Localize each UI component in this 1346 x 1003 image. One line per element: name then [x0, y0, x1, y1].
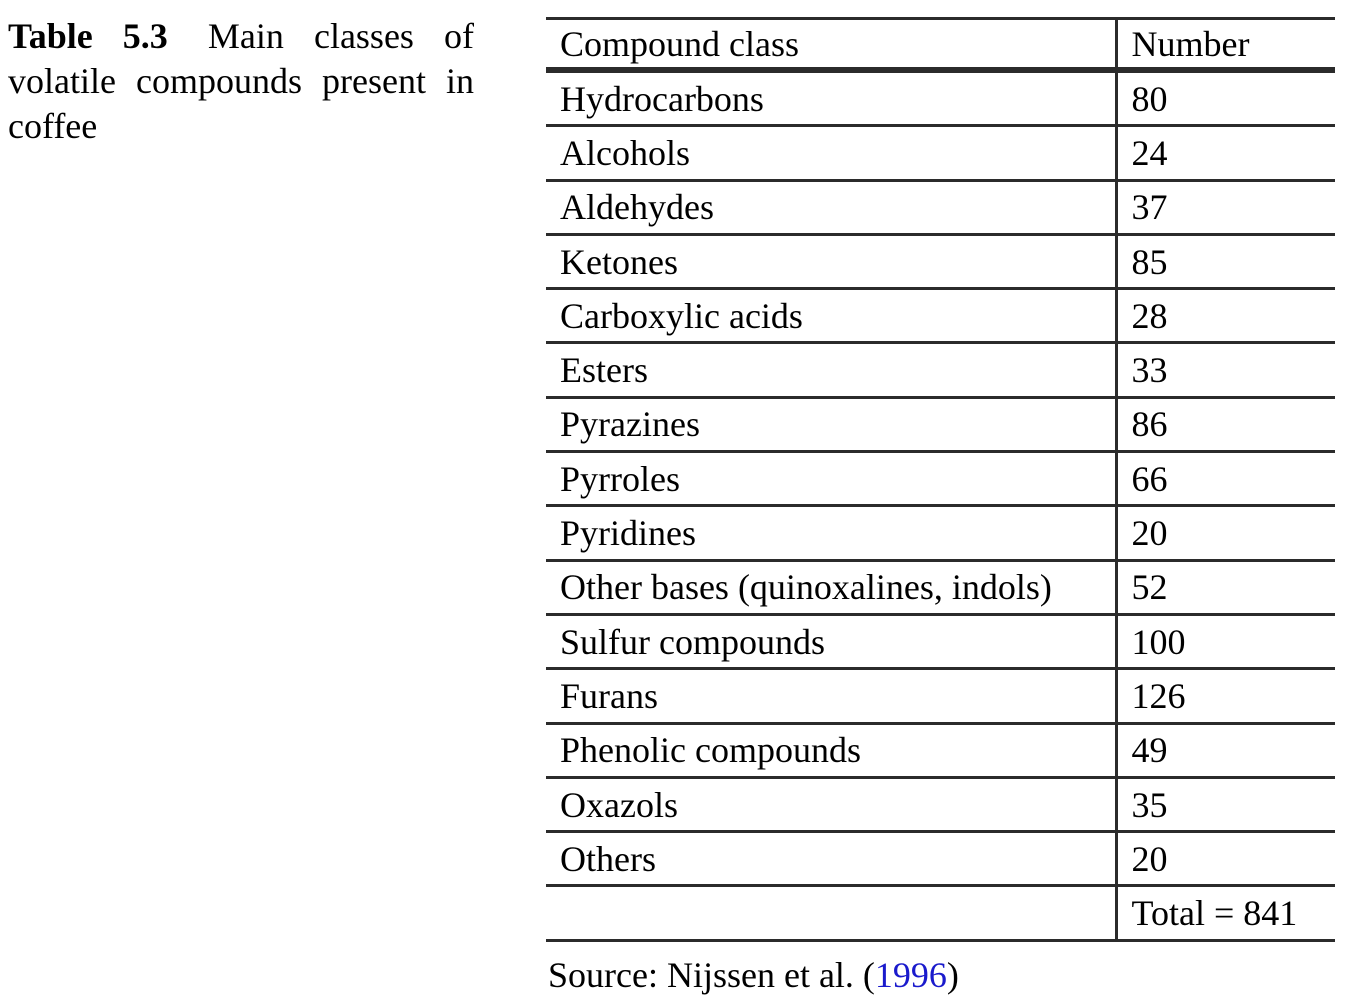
number-cell: 66 — [1116, 452, 1335, 506]
table-source-note — [548, 953, 959, 997]
compound-class-cell: Esters — [546, 343, 1116, 397]
table-row — [546, 777, 1335, 831]
number-cell: 80 — [1116, 70, 1335, 126]
compound-class-cell: Aldehydes — [546, 180, 1116, 234]
compound-class-cell: Pyrroles — [546, 452, 1116, 506]
number-cell: 85 — [1116, 234, 1335, 288]
compound-class-cell: Others — [546, 832, 1116, 886]
compound-class-cell: Phenolic compounds — [546, 723, 1116, 777]
number-cell: 28 — [1116, 289, 1335, 343]
table-row — [546, 506, 1335, 560]
table-row — [546, 180, 1335, 234]
number-cell: 20 — [1116, 832, 1335, 886]
table-row — [546, 560, 1335, 614]
table-row — [546, 723, 1335, 777]
table-row — [546, 70, 1335, 126]
number-cell: 20 — [1116, 506, 1335, 560]
source-prefix: Source: Nijssen et al. ( — [548, 955, 875, 995]
table-row — [546, 669, 1335, 723]
number-cell: 52 — [1116, 560, 1335, 614]
compound-table-container — [546, 17, 1335, 942]
number-cell: 35 — [1116, 777, 1335, 831]
source-year-link[interactable]: 1996 — [874, 955, 947, 995]
table-header-row — [546, 19, 1335, 71]
number-cell: 100 — [1116, 614, 1335, 668]
number-cell: 126 — [1116, 669, 1335, 723]
table-row — [546, 289, 1335, 343]
table-row — [546, 832, 1335, 886]
compound-class-cell: Ketones — [546, 234, 1116, 288]
number-cell: 49 — [1116, 723, 1335, 777]
compound-class-cell: Oxazols — [546, 777, 1116, 831]
table-row — [546, 234, 1335, 288]
table-row — [546, 397, 1335, 451]
table-caption — [8, 14, 474, 149]
header-number: Number — [1116, 19, 1335, 71]
total-number-cell: Total = 841 — [1116, 886, 1335, 940]
compound-class-cell: Sulfur compounds — [546, 614, 1116, 668]
compound-class-cell: Pyrazines — [546, 397, 1116, 451]
compound-class-cell: Other bases (quinoxalines, indols) — [546, 560, 1116, 614]
compound-class-cell: Carboxylic acids — [546, 289, 1116, 343]
compound-class-cell: Furans — [546, 669, 1116, 723]
table-caption-text: Main classes of volatile compounds present in coffee — [8, 16, 474, 146]
table-total-row — [546, 886, 1335, 940]
compound-class-cell: Hydrocarbons — [546, 70, 1116, 126]
table-caption-label: Table 5.3 — [8, 16, 168, 56]
table-row — [546, 126, 1335, 180]
number-cell: 24 — [1116, 126, 1335, 180]
table-row — [546, 452, 1335, 506]
number-cell: 33 — [1116, 343, 1335, 397]
source-suffix: ) — [946, 955, 959, 995]
total-label-cell — [546, 886, 1116, 940]
table-row — [546, 614, 1335, 668]
number-cell: 86 — [1116, 397, 1335, 451]
header-compound-class: Compound class — [546, 19, 1116, 71]
compound-table — [546, 17, 1335, 942]
table-row — [546, 343, 1335, 397]
number-cell: 37 — [1116, 180, 1335, 234]
compound-class-cell: Alcohols — [546, 126, 1116, 180]
compound-class-cell: Pyridines — [546, 506, 1116, 560]
